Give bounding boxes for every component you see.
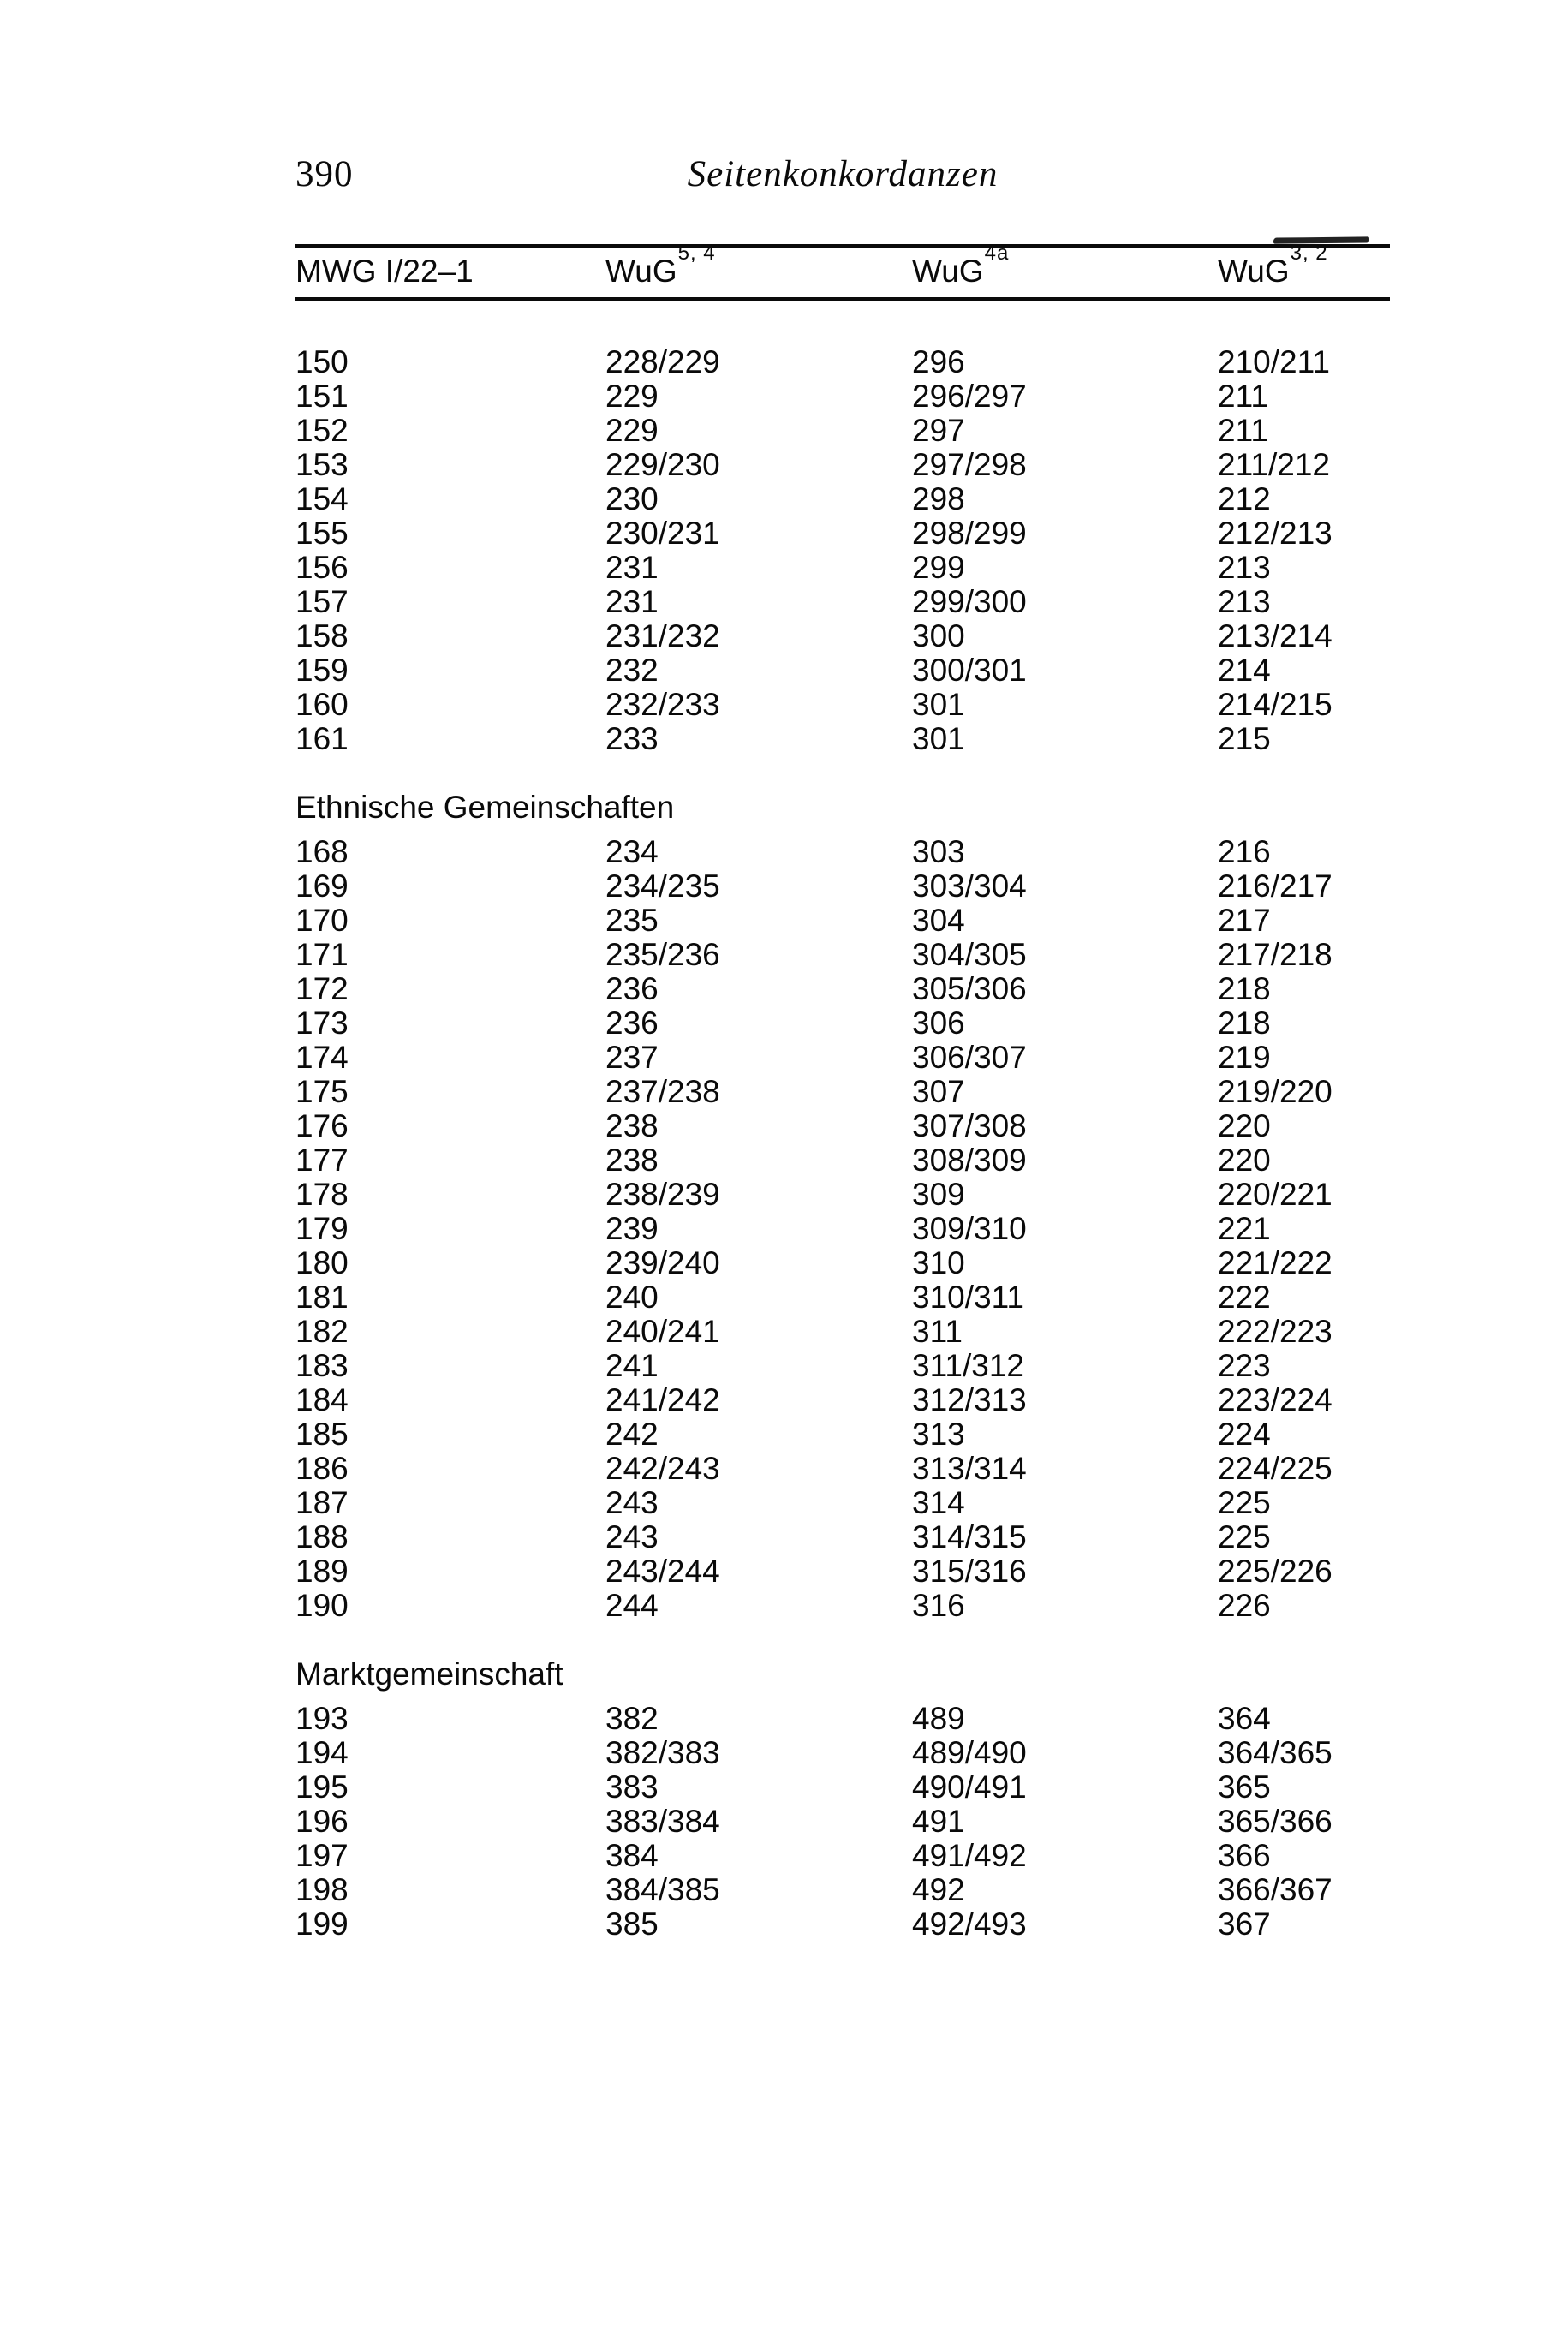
table-cell: 364/365	[1218, 1735, 1333, 1770]
table-cell: 211	[1218, 379, 1268, 414]
table-cell: 384	[605, 1838, 659, 1873]
table-cell: 230	[605, 481, 659, 516]
table-cell: 382/383	[605, 1735, 720, 1770]
table-cell: 301	[912, 687, 965, 722]
table-cell: 213	[1218, 550, 1271, 585]
table-row	[295, 1736, 1390, 1770]
table-cell: 366/367	[1218, 1872, 1333, 1907]
table-cell: 225/226	[1218, 1554, 1333, 1589]
table-cell: 304	[912, 903, 965, 938]
table-cell: 365/366	[1218, 1804, 1333, 1839]
running-head	[295, 155, 1390, 198]
table-row	[295, 1006, 1390, 1041]
table-cell: 235	[605, 903, 659, 938]
table-cell: 364	[1218, 1701, 1271, 1736]
table-row	[295, 1873, 1390, 1907]
table-cell: 313	[912, 1417, 965, 1452]
table-cell: 229	[605, 379, 659, 414]
table-cell: 238	[605, 1108, 659, 1143]
column-header-wug4a	[912, 241, 1218, 289]
table-cell: 307/308	[912, 1108, 1027, 1143]
table-cell: 219/220	[1218, 1074, 1333, 1109]
table-cell: 300/301	[912, 653, 1027, 688]
table-row	[295, 1075, 1390, 1109]
table-cell: 243/244	[605, 1554, 720, 1589]
table-cell: 179	[295, 1211, 349, 1246]
table-row	[295, 1520, 1390, 1554]
table-cell: 189	[295, 1554, 349, 1589]
table-cell: 212/213	[1218, 516, 1333, 551]
table-cell: 316	[912, 1588, 965, 1623]
table-cell: 296	[912, 344, 965, 379]
table-row	[295, 1805, 1390, 1839]
table-cell: 311	[912, 1314, 963, 1349]
table-row	[295, 1839, 1390, 1873]
table-cell: 489	[912, 1701, 965, 1736]
table-cell: 161	[295, 721, 349, 756]
table-cell: 222	[1218, 1280, 1271, 1315]
table-cell: 489/490	[912, 1735, 1027, 1770]
column-header-superscript: 5, 4	[677, 241, 716, 265]
table-cell: 176	[295, 1108, 349, 1143]
table-cell: 198	[295, 1872, 349, 1907]
table-cell: 212	[1218, 481, 1271, 516]
table-cell: 238	[605, 1143, 659, 1178]
table-cell: 221	[1218, 1211, 1271, 1246]
table-cell: 195	[295, 1769, 349, 1805]
table-cell: 178	[295, 1177, 349, 1212]
table-cell: 229/230	[605, 447, 720, 482]
table-row	[295, 1349, 1390, 1383]
table-cell: 296/297	[912, 379, 1027, 414]
table-row	[295, 345, 1390, 379]
table-cell: 224/225	[1218, 1451, 1333, 1486]
table-row	[295, 1589, 1390, 1623]
table-cell: 300	[912, 618, 965, 653]
table-cell: 175	[295, 1074, 349, 1109]
column-header-label: WuG	[912, 254, 984, 289]
table-cell: 492	[912, 1872, 965, 1907]
table-cell: 152	[295, 413, 349, 448]
table-cell: 170	[295, 903, 349, 938]
table-row	[295, 1041, 1390, 1075]
table-cell: 225	[1218, 1519, 1271, 1554]
table-cell: 367	[1218, 1906, 1271, 1942]
table-cell: 235/236	[605, 937, 720, 972]
table-cell: 216	[1218, 834, 1271, 869]
table-cell: 225	[1218, 1485, 1271, 1520]
table-row	[295, 1280, 1390, 1315]
table-cell: 299/300	[912, 584, 1027, 619]
table-cell: 213/214	[1218, 618, 1333, 653]
table-row	[295, 414, 1390, 448]
table-cell: 298	[912, 481, 965, 516]
table-cell: 239	[605, 1211, 659, 1246]
table-cell: 241	[605, 1348, 659, 1383]
table-cell: 150	[295, 344, 349, 379]
table-cell: 366	[1218, 1838, 1271, 1873]
table-row	[295, 516, 1390, 551]
table-cell: 306/307	[912, 1040, 1027, 1075]
table-cell: 303/304	[912, 868, 1027, 904]
table-cell: 216/217	[1218, 868, 1333, 904]
table-row	[295, 1383, 1390, 1417]
table-cell: 185	[295, 1417, 349, 1452]
table-cell: 312/313	[912, 1382, 1027, 1417]
table-cell: 234/235	[605, 868, 720, 904]
table-cell: 159	[295, 653, 349, 688]
table-row	[295, 1907, 1390, 1942]
column-header-label: WuG	[605, 254, 677, 289]
table-cell: 307	[912, 1074, 965, 1109]
table-cell: 310	[912, 1245, 965, 1280]
table-cell: 365	[1218, 1769, 1271, 1805]
table-cell: 240/241	[605, 1314, 720, 1349]
table-cell: 315/316	[912, 1554, 1027, 1589]
table-row	[295, 1109, 1390, 1143]
table-cell: 186	[295, 1451, 349, 1486]
table-cell: 242/243	[605, 1451, 720, 1486]
table-row	[295, 1770, 1390, 1805]
table-cell: 243	[605, 1519, 659, 1554]
table-cell: 490/491	[912, 1769, 1027, 1805]
table-cell: 154	[295, 481, 349, 516]
table-cell: 224	[1218, 1417, 1271, 1452]
table-cell: 384/385	[605, 1872, 720, 1907]
table-cell: 190	[295, 1588, 349, 1623]
table-cell: 153	[295, 447, 349, 482]
table-row	[295, 835, 1390, 869]
table-row	[295, 1452, 1390, 1486]
table-cell: 298/299	[912, 516, 1027, 551]
table-cell: 174	[295, 1040, 349, 1075]
table-row	[295, 869, 1390, 904]
table-cell: 309/310	[912, 1211, 1027, 1246]
table-cell: 310/311	[912, 1280, 1024, 1315]
table-row	[295, 1315, 1390, 1349]
table-cell: 297	[912, 413, 965, 448]
table-row	[295, 1702, 1390, 1736]
table-cell: 226	[1218, 1588, 1271, 1623]
table-cell: 314/315	[912, 1519, 1027, 1554]
table-cell: 182	[295, 1314, 349, 1349]
table-cell: 217	[1218, 903, 1271, 938]
table-cell: 151	[295, 379, 349, 414]
table-cell: 492/493	[912, 1906, 1027, 1942]
column-header-wug32	[1218, 241, 1390, 289]
table-row	[295, 482, 1390, 516]
table-cell: 155	[295, 516, 349, 551]
section-heading: Marktgemeinschaft	[295, 1656, 563, 1692]
table-cell: 299	[912, 550, 965, 585]
table-cell: 301	[912, 721, 965, 756]
table-cell: 237/238	[605, 1074, 720, 1109]
table-cell: 306	[912, 1005, 965, 1041]
table-row	[295, 1246, 1390, 1280]
table-cell: 303	[912, 834, 965, 869]
table-cell: 308/309	[912, 1143, 1027, 1178]
table-cell: 214	[1218, 653, 1271, 688]
table-cell: 223/224	[1218, 1382, 1333, 1417]
table-cell: 311/312	[912, 1348, 1024, 1383]
table-cell: 491	[912, 1804, 965, 1839]
table-cell: 232	[605, 653, 659, 688]
table-cell: 228/229	[605, 344, 720, 379]
section-heading: Ethnische Gemeinschaften	[295, 790, 675, 825]
table-cell: 383	[605, 1769, 659, 1805]
table-row	[295, 904, 1390, 938]
table-cell: 230/231	[605, 516, 720, 551]
table-cell: 177	[295, 1143, 349, 1178]
table-cell: 199	[295, 1906, 349, 1942]
table-cell: 156	[295, 550, 349, 585]
table-cell: 236	[605, 1005, 659, 1041]
table-cell: 187	[295, 1485, 349, 1520]
table-cell: 210/211	[1218, 344, 1330, 379]
table-cell: 184	[295, 1382, 349, 1417]
table-body	[295, 301, 1390, 1942]
table-cell: 240	[605, 1280, 659, 1315]
table-row	[295, 1178, 1390, 1212]
table-row	[295, 1554, 1390, 1589]
column-header-row	[295, 241, 1390, 297]
table-row	[295, 1143, 1390, 1178]
table-cell: 232/233	[605, 687, 720, 722]
table-row	[295, 585, 1390, 619]
page-number: 390	[295, 154, 354, 194]
table-cell: 231	[605, 584, 659, 619]
column-header-mwg	[295, 254, 605, 289]
table-cell: 196	[295, 1804, 349, 1839]
table-cell: 491/492	[912, 1838, 1027, 1873]
table-cell: 243	[605, 1485, 659, 1520]
table-cell: 157	[295, 584, 349, 619]
column-header-wug54	[605, 241, 912, 289]
table-cell: 173	[295, 1005, 349, 1041]
table-row	[295, 653, 1390, 688]
table-cell: 244	[605, 1588, 659, 1623]
table-cell: 181	[295, 1280, 349, 1315]
table-cell: 197	[295, 1838, 349, 1873]
table-row	[295, 448, 1390, 482]
table-cell: 180	[295, 1245, 349, 1280]
table-cell: 314	[912, 1485, 965, 1520]
table-cell: 234	[605, 834, 659, 869]
table-cell: 158	[295, 618, 349, 653]
table-cell: 220	[1218, 1143, 1271, 1178]
table-cell: 231/232	[605, 618, 720, 653]
table-cell: 213	[1218, 584, 1271, 619]
table-cell: 242	[605, 1417, 659, 1452]
table-cell: 169	[295, 868, 349, 904]
table-cell: 220/221	[1218, 1177, 1333, 1212]
table-cell: 218	[1218, 1005, 1271, 1041]
table-cell: 188	[295, 1519, 349, 1554]
table-cell: 171	[295, 937, 349, 972]
table-cell: 194	[295, 1735, 349, 1770]
table-cell: 385	[605, 1906, 659, 1942]
table-row	[295, 379, 1390, 414]
table-row	[295, 972, 1390, 1006]
table-row	[295, 1417, 1390, 1452]
column-header-label: MWG I/22–1	[295, 254, 474, 289]
table-cell: 193	[295, 1701, 349, 1736]
table-cell: 231	[605, 550, 659, 585]
table-row	[295, 722, 1390, 756]
table-cell: 160	[295, 687, 349, 722]
table-cell: 221/222	[1218, 1245, 1333, 1280]
table-cell: 383/384	[605, 1804, 720, 1839]
running-title: Seitenkonkordanzen	[687, 154, 999, 194]
column-header-superscript: 4a	[984, 241, 1010, 265]
table-row	[295, 551, 1390, 585]
table-cell: 239/240	[605, 1245, 720, 1280]
column-header-label: WuG	[1218, 254, 1290, 289]
table-cell: 217/218	[1218, 937, 1333, 972]
concordance-table	[295, 241, 1390, 1942]
table-cell: 382	[605, 1701, 659, 1736]
table-cell: 211	[1218, 413, 1268, 448]
table-cell: 238/239	[605, 1177, 720, 1212]
table-cell: 313/314	[912, 1451, 1027, 1486]
table-cell: 183	[295, 1348, 349, 1383]
table-row	[295, 688, 1390, 722]
table-cell: 305/306	[912, 971, 1027, 1006]
column-header-superscript: 3, 2	[1290, 241, 1328, 265]
table-cell: 236	[605, 971, 659, 1006]
table-cell: 222/223	[1218, 1314, 1333, 1349]
table-cell: 229	[605, 413, 659, 448]
table-cell: 223	[1218, 1348, 1271, 1383]
table-cell: 233	[605, 721, 659, 756]
table-cell: 219	[1218, 1040, 1271, 1075]
table-row	[295, 938, 1390, 972]
table-cell: 309	[912, 1177, 965, 1212]
table-cell: 218	[1218, 971, 1271, 1006]
table-cell: 297/298	[912, 447, 1027, 482]
table-cell: 215	[1218, 721, 1271, 756]
table-row	[295, 619, 1390, 653]
table-cell: 172	[295, 971, 349, 1006]
table-cell: 214/215	[1218, 687, 1333, 722]
table-cell: 168	[295, 834, 349, 869]
table-cell: 237	[605, 1040, 659, 1075]
table-cell: 304/305	[912, 937, 1027, 972]
table-cell: 241/242	[605, 1382, 720, 1417]
table-row	[295, 1212, 1390, 1246]
table-row	[295, 1486, 1390, 1520]
table-cell: 220	[1218, 1108, 1271, 1143]
table-cell: 211/212	[1218, 447, 1330, 482]
